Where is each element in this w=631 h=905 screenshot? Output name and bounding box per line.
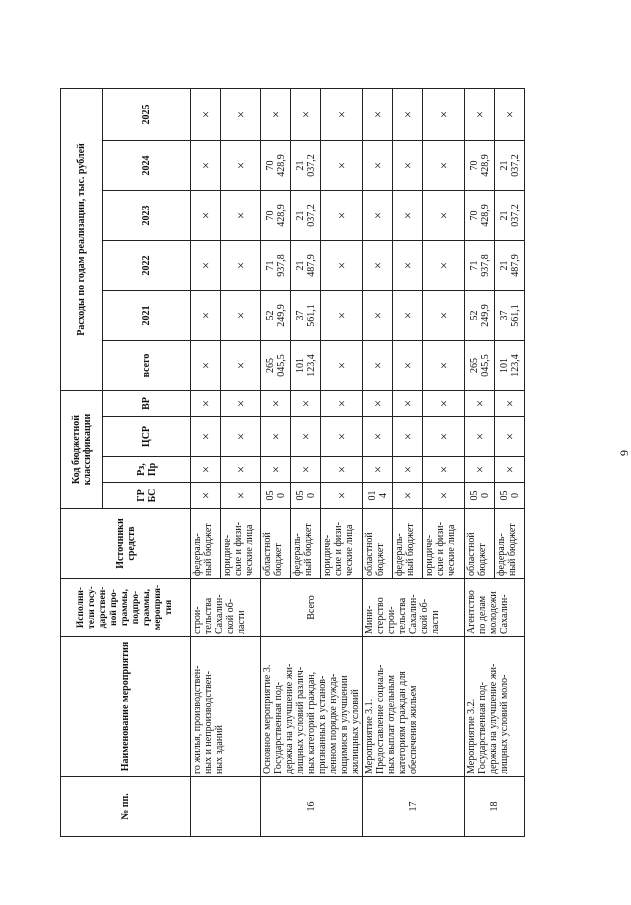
value-cell: × xyxy=(191,341,221,391)
activity-name: Основное мероприятие 3. Государственная под- держка на улучшение жи- лищных условий различ- ных категорий граждан, признанных в установ- ленном порядке нужда- ющимися в улучшении жилищных условий xyxy=(261,637,363,777)
value-cell: × xyxy=(423,89,465,141)
value-cell: × xyxy=(261,89,291,141)
code-cell: × xyxy=(261,457,291,483)
code-cell: × xyxy=(465,417,495,457)
source-cell: областной бюджет xyxy=(261,509,291,579)
value-cell: 70 428,9 xyxy=(465,141,495,191)
code-cell: × xyxy=(495,457,525,483)
value-cell: × xyxy=(393,191,423,241)
header-num: № пп. xyxy=(61,777,191,837)
value-cell: 21 037,2 xyxy=(291,141,321,191)
activity-executor: Агентство по делам молодежи Сахалин- xyxy=(465,579,525,637)
code-cell: × xyxy=(393,417,423,457)
header-code-rzpr: Рз, Пр xyxy=(103,457,191,483)
code-cell: × xyxy=(191,457,221,483)
source-cell: федераль- ный бюджет xyxy=(291,509,321,579)
code-cell: × xyxy=(393,391,423,417)
code-cell: × xyxy=(191,391,221,417)
header-code-csr: ЦСР xyxy=(103,417,191,457)
value-cell: 21 037,2 xyxy=(291,191,321,241)
row-number: 17 xyxy=(363,777,465,837)
value-cell: × xyxy=(321,241,363,291)
value-cell: 52 249,9 xyxy=(261,291,291,341)
value-cell: 265 045,5 xyxy=(465,341,495,391)
header-row-1 xyxy=(61,89,103,837)
value-cell: × xyxy=(221,141,261,191)
row-num-cell xyxy=(191,777,261,837)
header-budget-code: Код бюджетной классификации xyxy=(61,391,103,509)
activity-name: Мероприятие 3.1. Предоставление социаль- ных выплат отдельным категориям граждан для обеспечения жильем xyxy=(363,637,465,777)
value-cell: × xyxy=(465,89,495,141)
value-cell: × xyxy=(423,241,465,291)
value-cell: × xyxy=(221,89,261,141)
header-2023: 2023 xyxy=(103,191,191,241)
header-2025: 2025 xyxy=(103,89,191,141)
code-cell: × xyxy=(495,417,525,457)
value-cell: × xyxy=(363,191,393,241)
code-cell: 05 0 xyxy=(465,483,495,509)
code-cell: × xyxy=(291,457,321,483)
value-cell: × xyxy=(495,89,525,141)
source-cell: федераль- ный бюджет xyxy=(191,509,221,579)
source-cell: федераль- ный бюджет xyxy=(495,509,525,579)
value-cell: × xyxy=(393,89,423,141)
value-cell: × xyxy=(423,291,465,341)
code-cell: 05 0 xyxy=(291,483,321,509)
table-row xyxy=(191,89,221,837)
code-cell: 05 0 xyxy=(495,483,525,509)
header-executor: Исполни- тели госу- дарствен- ной про- граммы, подпро- граммы, мероприя- тия xyxy=(61,579,191,637)
code-cell: × xyxy=(291,417,321,457)
code-cell: × xyxy=(465,391,495,417)
page-number: 9 xyxy=(617,450,631,456)
code-cell: × xyxy=(321,417,363,457)
header-expenses: Расходы по годам реализации, тыс. рублей xyxy=(61,89,103,391)
header-total: всего xyxy=(103,341,191,391)
value-cell: 21 037,2 xyxy=(495,191,525,241)
value-cell: × xyxy=(363,241,393,291)
value-cell: × xyxy=(363,141,393,191)
value-cell: × xyxy=(321,341,363,391)
value-cell: × xyxy=(221,191,261,241)
activity-executor: Мини- стерство строи- тельства Сахалин- ской об- ласти xyxy=(363,579,465,637)
value-cell: × xyxy=(321,191,363,241)
code-cell: × xyxy=(465,457,495,483)
code-cell: × xyxy=(423,457,465,483)
value-cell: 37 561,1 xyxy=(291,291,321,341)
value-cell: × xyxy=(321,291,363,341)
header-2022: 2022 xyxy=(103,241,191,291)
value-cell: 101 123,4 xyxy=(495,341,525,391)
code-cell: × xyxy=(191,417,221,457)
code-cell: × xyxy=(495,391,525,417)
value-cell: 101 123,4 xyxy=(291,341,321,391)
code-cell: × xyxy=(321,483,363,509)
code-cell: × xyxy=(191,483,221,509)
source-cell: юридиче- ские и физи- ческие лица xyxy=(423,509,465,579)
value-cell: 21 487,9 xyxy=(291,241,321,291)
activities-table xyxy=(60,88,525,837)
value-cell: × xyxy=(191,191,221,241)
value-cell: 37 561,1 xyxy=(495,291,525,341)
code-cell: × xyxy=(423,417,465,457)
header-name: Наименование мероприятия xyxy=(61,637,191,777)
code-cell: × xyxy=(423,483,465,509)
value-cell: × xyxy=(363,291,393,341)
code-cell: × xyxy=(221,391,261,417)
value-cell: × xyxy=(191,241,221,291)
value-cell: × xyxy=(423,341,465,391)
source-cell: юридиче- ские и физи- ческие лица xyxy=(221,509,261,579)
table-row xyxy=(465,89,495,837)
value-cell: × xyxy=(321,141,363,191)
activity-executor: строи- тельства Сахалин- ской об- ласти xyxy=(191,579,261,637)
value-cell: × xyxy=(321,89,363,141)
value-cell: 70 428,9 xyxy=(261,191,291,241)
value-cell: × xyxy=(221,241,261,291)
value-cell: × xyxy=(393,241,423,291)
row-number: 18 xyxy=(465,777,525,837)
value-cell: 71 937,8 xyxy=(261,241,291,291)
activity-executor: Всего xyxy=(261,579,363,637)
source-cell: областной бюджет xyxy=(363,509,393,579)
activity-name: го жилья, производствен- ных и непроизводствен- ных зданий xyxy=(191,637,261,777)
code-cell: × xyxy=(363,417,393,457)
value-cell: × xyxy=(393,141,423,191)
code-cell: × xyxy=(261,391,291,417)
code-cell: × xyxy=(363,391,393,417)
code-cell: × xyxy=(393,457,423,483)
value-cell: 265 045,5 xyxy=(261,341,291,391)
header-code-grbs: ГР БС xyxy=(103,483,191,509)
code-cell: 05 0 xyxy=(261,483,291,509)
header-sources: Источники средств xyxy=(61,509,191,579)
source-cell: федераль- ный бюджет xyxy=(393,509,423,579)
header-2024: 2024 xyxy=(103,141,191,191)
value-cell: × xyxy=(191,291,221,341)
value-cell: 71 937,8 xyxy=(465,241,495,291)
value-cell: × xyxy=(423,191,465,241)
value-cell: × xyxy=(221,291,261,341)
value-cell: × xyxy=(291,89,321,141)
value-cell: 70 428,9 xyxy=(261,141,291,191)
code-cell: × xyxy=(291,391,321,417)
value-cell: × xyxy=(363,89,393,141)
value-cell: 21 487,9 xyxy=(495,241,525,291)
value-cell: 52 249,9 xyxy=(465,291,495,341)
header-2021: 2021 xyxy=(103,291,191,341)
value-cell: × xyxy=(191,141,221,191)
code-cell: × xyxy=(321,391,363,417)
value-cell: × xyxy=(393,341,423,391)
code-cell: × xyxy=(363,457,393,483)
table-row xyxy=(261,89,291,837)
code-cell: × xyxy=(261,417,291,457)
table-row xyxy=(363,89,393,837)
value-cell: × xyxy=(363,341,393,391)
code-cell: × xyxy=(221,483,261,509)
code-cell: × xyxy=(393,483,423,509)
value-cell: × xyxy=(393,291,423,341)
value-cell: × xyxy=(423,141,465,191)
code-cell: × xyxy=(221,417,261,457)
row-number: 16 xyxy=(261,777,363,837)
value-cell: 70 428,9 xyxy=(465,191,495,241)
activity-name: Мероприятие 3.2. Государственная под- держка на улучшение жи- лищных условий моло- xyxy=(465,637,525,777)
value-cell: × xyxy=(191,89,221,141)
source-cell: юридиче- ские и физи- ческие лица xyxy=(321,509,363,579)
code-cell: × xyxy=(321,457,363,483)
header-code-vr: ВР xyxy=(103,391,191,417)
code-cell: × xyxy=(221,457,261,483)
code-cell: 01 4 xyxy=(363,483,393,509)
value-cell: × xyxy=(221,341,261,391)
source-cell: областной бюджет xyxy=(465,509,495,579)
value-cell: 21 037,2 xyxy=(495,141,525,191)
code-cell: × xyxy=(423,391,465,417)
